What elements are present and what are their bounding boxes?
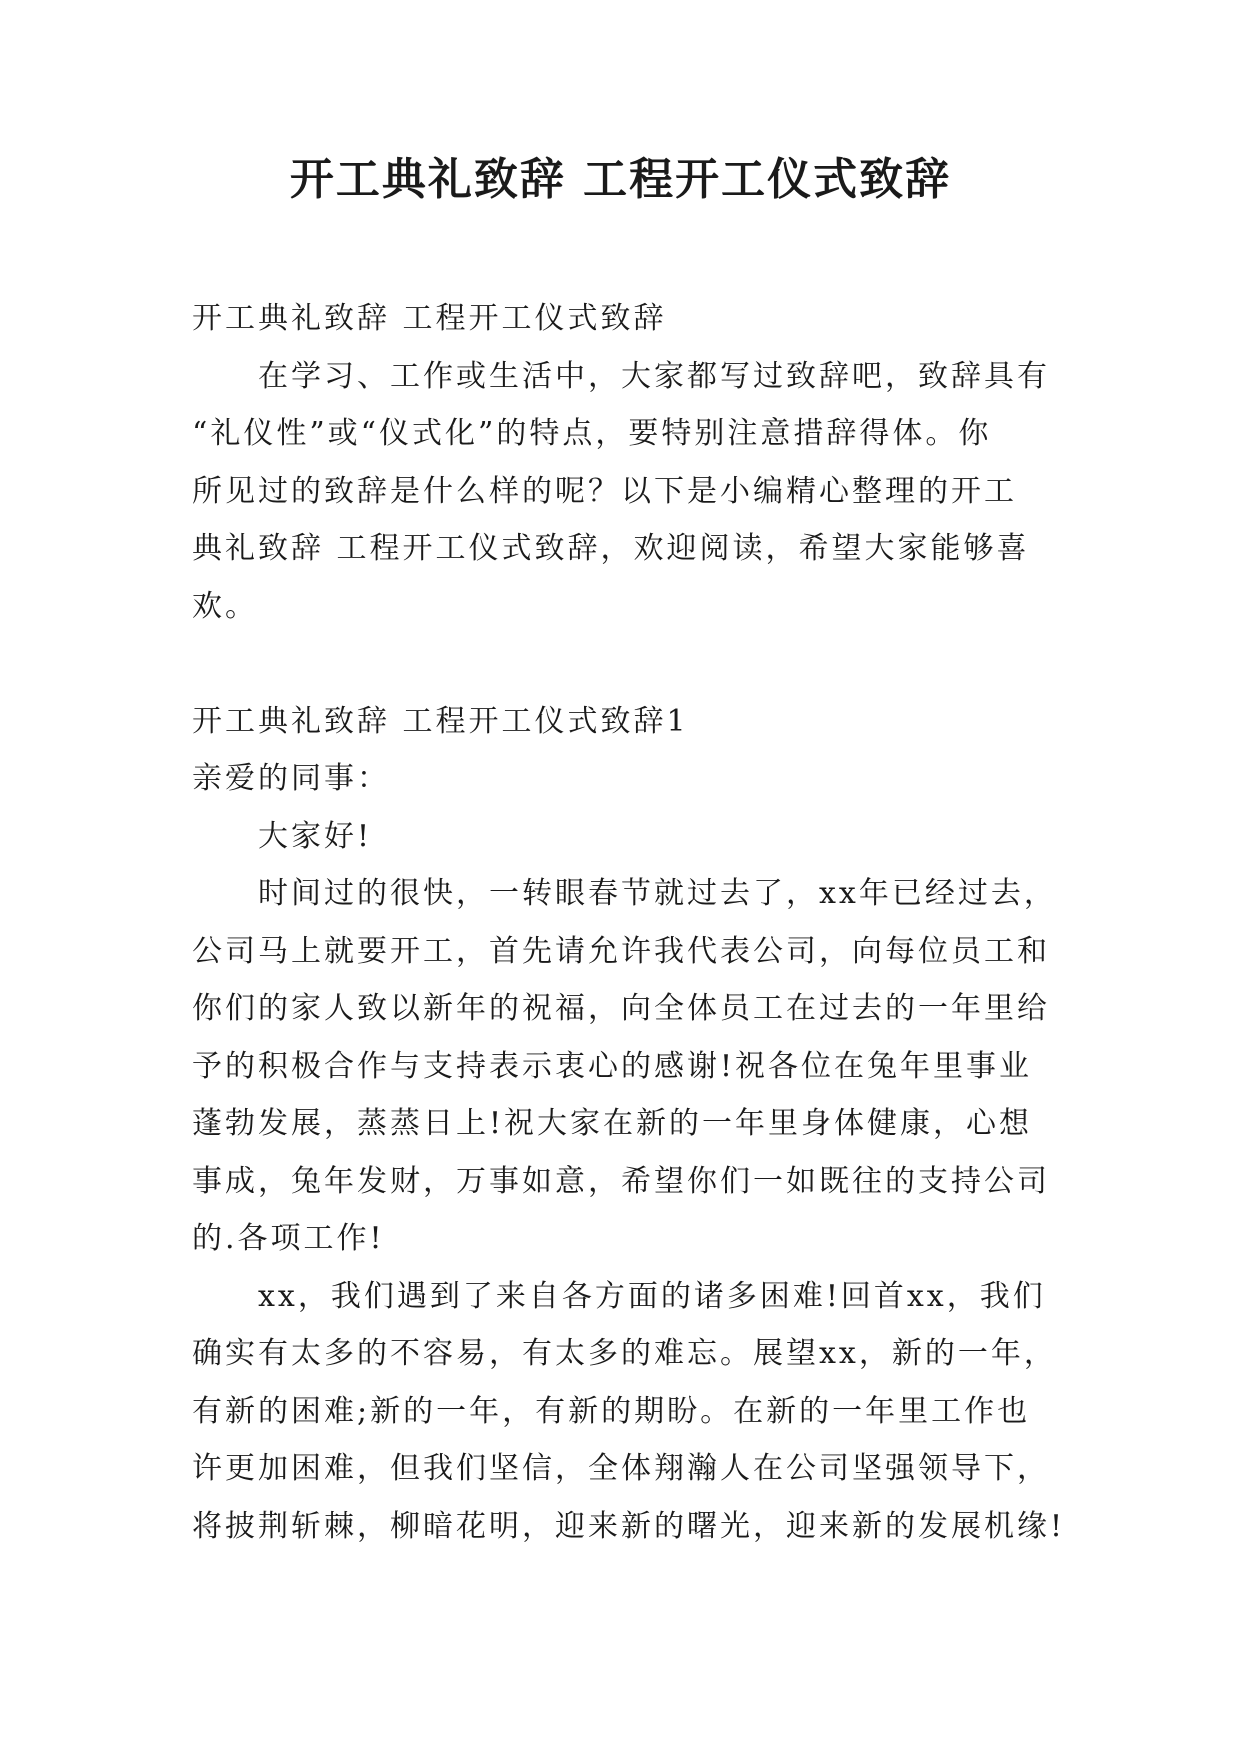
document-body <box>192 290 1066 1555</box>
paragraph-line: 公司马上就要开工，首先请允许我代表公司，向每位员工和 <box>192 933 1050 969</box>
paragraph-line: 予的积极合作与支持表示衷心的感谢!祝各位在兔年里事业 <box>192 1048 1033 1084</box>
salutation: 亲爱的同事： <box>192 761 390 796</box>
paragraph-line: 蓬勃发展，蒸蒸日上!祝大家在新的一年里身体健康，心想 <box>192 1106 1033 1141</box>
paragraph-line: 时间过的很快，一转眼春节就过去了，xx年已经过去， <box>258 876 1057 911</box>
intro-paragraph-line: “礼仪性”或“仪式化”的特点，要特别注意措辞得体。你 <box>192 416 992 451</box>
intro-paragraph-line: 典礼致辞 工程开工仪式致辞，欢迎阅读，希望大家能够喜 <box>192 531 1030 566</box>
paragraph-line: 确实有太多的不容易，有太多的难忘。展望xx，新的一年， <box>192 1336 1057 1371</box>
greeting: 大家好! <box>258 818 373 854</box>
intro-paragraph-line: 欢。 <box>192 588 258 624</box>
paragraph-line: 你们的家人致以新年的祝福，向全体员工在过去的一年里给 <box>192 991 1050 1026</box>
paragraph-line: 许更加困难，但我们坚信，全体翔瀚人在公司坚强领导下， <box>192 1451 1050 1486</box>
document-title: 开工典礼致辞 工程开工仪式致辞 <box>289 154 952 205</box>
section-heading: 开工典礼致辞 工程开工仪式致辞1 <box>192 703 689 739</box>
section-spacer <box>192 635 1060 693</box>
paragraph-line: 有新的困难;新的一年，有新的期盼。在新的一年里工作也 <box>192 1393 1031 1429</box>
intro-heading: 开工典礼致辞 工程开工仪式致辞 <box>192 301 667 336</box>
paragraph-line: 的.各项工作! <box>192 1221 385 1256</box>
paragraph-line: xx，我们遇到了来自各方面的诸多困难!回首xx，我们 <box>258 1278 1046 1314</box>
paragraph-line: 将披荆斩棘，柳暗花明，迎来新的曙光，迎来新的发展机缘! <box>192 1508 1066 1544</box>
paragraph-line: 事成，兔年发财，万事如意，希望你们一如既往的支持公司 <box>192 1163 1050 1199</box>
intro-paragraph-line: 在学习、工作或生活中，大家都写过致辞吧，致辞具有 <box>258 358 1050 394</box>
intro-paragraph-line: 所见过的致辞是什么样的呢？以下是小编精心整理的开工 <box>192 473 1017 509</box>
